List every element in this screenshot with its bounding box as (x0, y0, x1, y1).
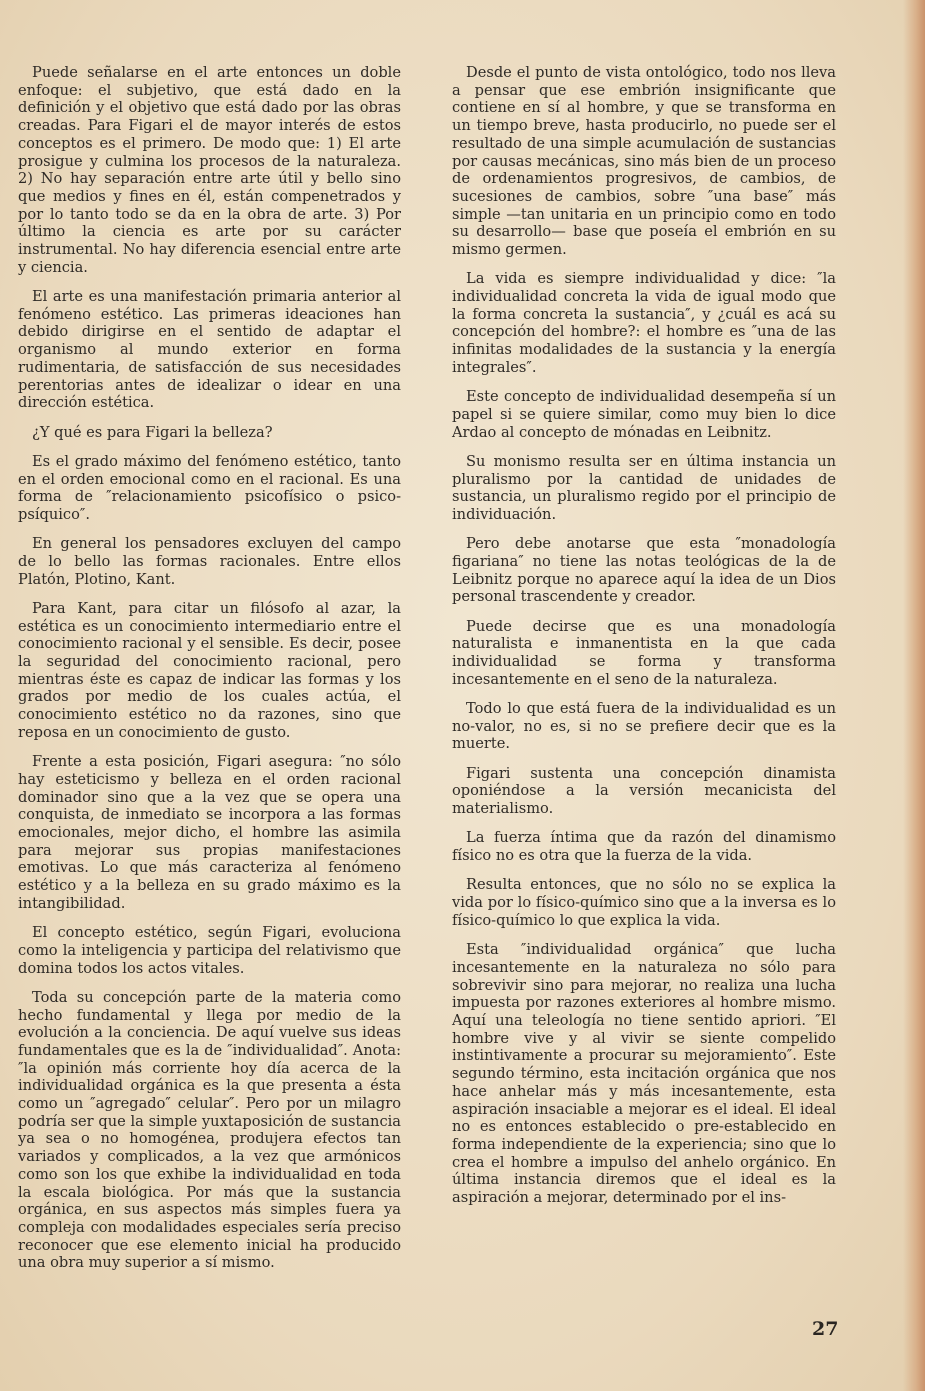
paragraph: Este concepto de individualidad desempeña sí un papel si se quiere similar, como muy bien lo dice Ardao al concepto de mónadas en Leibnitz. (452, 388, 836, 441)
paragraph: La vida es siempre individualidad y dice: ″la individualidad concreta la vida de igual modo que la forma concreta la sustancia″, y ¿cuál es acá su concepción del hombre?: el hombre es ″una de las infinitas modalidades de la sustancia y la energía integrales″. (452, 270, 836, 376)
paragraph: El arte es una manifestación primaria anterior al fenómeno estético. Las primeras ideaciones han debido dirigirse en el sentido de adaptar el organismo al mundo exterior en forma rudimentaria, de satisfacción de sus necesidades perentorias antes de idealizar o idear en una dirección estética. (18, 288, 401, 412)
page-edge-shadow (903, 0, 925, 1391)
paragraph: Para Kant, para citar un filósofo al azar, la estética es un conocimiento intermediario entre el conocimiento racional y el sensible. Es decir, posee la seguridad del conocimiento racional, pero mientras éste es capaz de indicar las formas y los grados por medio de los cuales actúa, el conocimiento estético no da razones, sino que reposa en un conocimiento de gusto. (18, 599, 401, 741)
paragraph: El concepto estético, según Figari, evoluciona como la inteligencia y participa del relativismo que domina todos los actos vitales. (18, 924, 401, 977)
paragraph: Esta ″individualidad orgánica″ que lucha incesantemente en la naturaleza no sólo para sobrevivir sino para mejorar, no realiza una lucha impuesta por razones exteriores al hombre mismo. Aquí una teleología no tiene sentido apriori. ″El hombre vive y al vivir se siente compelido instintivamente a procurar su mejoramiento″. Este segundo término, esta incitación orgánica que nos hace anhelar más y más incesantemente, esta aspiración insaciable a mejorar es el ideal. El ideal no es entonces establecido o pre-establecido en forma independiente de la experiencia; sino que lo crea el hombre a impulso del anhelo orgánico. En última instancia diremos que el ideal es la aspiración a mejorar, determinado por el ins- (452, 941, 836, 1207)
left-text-column (18, 64, 401, 1284)
paragraph: Pero debe anotarse que esta ″monadología figariana″ no tiene las notas teológicas de la de Leibnitz porque no aparece aquí la idea de un Dios personal trascendente y creador. (452, 535, 836, 606)
paragraph: Resulta entonces, que no sólo no se explica la vida por lo físico-químico sino que a la inversa es lo físico-químico lo que explica la vida. (452, 876, 836, 929)
right-text-column (452, 64, 836, 1218)
paragraph: Desde el punto de vista ontológico, todo nos lleva a pensar que ese embrión insignificante que contiene en sí al hombre, y que se transforma en un tiempo breve, hasta producirlo, no puede ser el resultado de una simple acumulación de sustancias por causas mecánicas, sino más bien de un proceso de ordenamientos progresivos, de cambios, de sucesiones de cambios, sobre ″una base″ más simple —tan unitaria en un principio como en todo su desarrollo— base que poseía el embrión en su mismo germen. (452, 64, 836, 259)
paragraph: Toda su concepción parte de la materia como hecho fundamental y llega por medio de la evolución a la conciencia. De aquí vuelve sus ideas fundamentales que es la de ″individualidad″. Anota: ″la opinión más corriente hoy día acerca de la individualidad orgánica es la que presenta a ésta como un ″agregado″ celular″. Pero por un milagro podría ser que la simple yuxtaposición de sustancia ya sea o no homogénea, produjera efectos tan variados y complicados, a la vez que armónicos como son los que exhibe la individualidad en toda la escala biológica. Por más que la sustancia orgánica, en sus aspectos más simples fuera ya compleja con modalidades especiales sería preciso reconocer que ese elemento inicial ha producido una obra muy superior a sí mismo. (18, 988, 401, 1272)
paragraph: Puede decirse que es una monadología naturalista e inmanentista en la que cada individualidad se forma y transforma incesantemente en el seno de la naturaleza. (452, 617, 836, 688)
paragraph: Figari sustenta una concepción dinamista oponiéndose a la versión mecanicista del materialismo. (452, 764, 836, 818)
paragraph: ¿Y qué es para Figari la belleza? (32, 423, 273, 441)
paragraph: Frente a esta posición, Figari asegura: ″no sólo hay esteticismo y belleza en el orden racional dominador sino que a la vez que se opera una conquista, de inmediato se incorpora a las formas emocionales, mejor dicho, el hombre las asimila para mejorar sus propias manifestaciones emotivas. Lo que más caracteriza al fenómeno estético y a la belleza en su grado máximo es la intangibilidad. (18, 753, 401, 912)
paragraph: Su monismo resulta ser en última instancia un pluralismo por la cantidad de unidades de sustancia, un pluralismo regido por el principio de individuación. (452, 452, 836, 523)
paragraph: En general los pensadores excluyen del campo de lo bello las formas racionales. Entre ellos Platón, Plotino, Kant. (18, 535, 401, 588)
paragraph: La fuerza íntima que da razón del dinamismo físico no es otra que la fuerza de la vida. (452, 829, 836, 865)
paragraph: Todo lo que está fuera de la individualidad es un no-valor, no es, si no se prefiere decir que es la muerte. (452, 700, 836, 753)
page-number: 27 (812, 1318, 839, 1340)
paragraph: Puede señalarse en el arte entonces un doble enfoque: el subjetivo, que está dado en la definición y el objetivo que está dado por las obras creadas. Para Figari el de mayor interés de estos conceptos es el primero. De modo que: 1) El arte prosigue y culmina los procesos de la naturaleza. 2) No hay separación entre arte útil y bello sino que medios y fines en él, están compenetrados y por lo tanto todo se da en la obra de arte. 3) Por último la ciencia es arte por su carácter instrumental. No hay diferencia esencial entre arte y ciencia. (18, 64, 401, 276)
paragraph: Es el grado máximo del fenómeno estético, tanto en el orden emocional como en el racional. Es una forma de ″relacionamiento psicofísico o psico-psíquico″. (18, 452, 401, 523)
